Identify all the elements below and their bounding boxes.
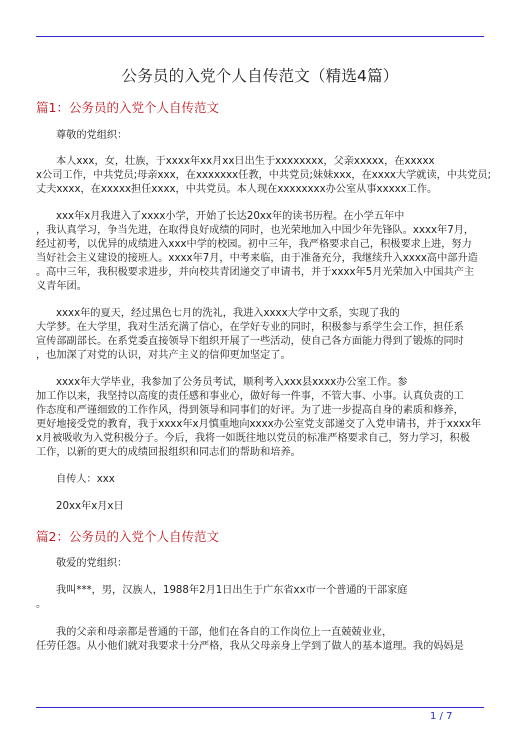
article1-p2-line: ，我认真学习，争当先进，在取得良好成绩的同时，也光荣地加入中国少年先锋队。xxxx年7月， [36, 225, 475, 236]
article1-p3-line: xxxx年的夏天，经过黑色七月的洗礼，我进入xxxx大学中文系，实现了我的 [56, 308, 400, 319]
footer-rule [36, 707, 484, 708]
page-number: 1 / 7 [430, 711, 453, 722]
article1-p1-line: x公司工作，中共党员;母亲xxx，在xxxxxxx任教，中共党员;妹妹xxx，在xxxx大学就读，中共党员; [36, 170, 492, 181]
article1-p1-line: 丈夫xxxx，在xxxxx担任xxxx，中共党员。本人现在xxxxxxxx办公室从事xxxxx工作。 [36, 184, 438, 195]
article1-p2-line: 经过初考，以优异的成绩进入xxx中学的校园。初中三年，我严格要求自己，积极要求上进，努力 [36, 239, 472, 250]
article1-p4-line: 作态度和严谨细致的工作作风，得到领导和同事们的好评。为了进一步提高自身的素质和修养， [36, 405, 464, 416]
article2-heading: 篇2：公务员的入党个人自传范文 [36, 529, 219, 544]
article1-p3-line: 大学梦。在大学里，我对生活充满了信心，在学好专业的同时，积极参与系学生会工作，担任系 [36, 322, 464, 333]
article1-p4-line: xxxx年大学毕业，我参加了公务员考试，顺利考入xxx县xxxx办公室工作。参 [56, 377, 408, 388]
article1-p3-line: 宣传部副部长。在系党委直接领导下组织开展了一些活动，使自己各方面能力得到了锻炼的同时 [36, 336, 464, 347]
article1-p4-line: 更好地接受党的教育，我于xxxx年x月慎重地向xxxx办公室党支部递交了入党申请书，并于xxxx年 [36, 419, 482, 430]
article1-p3-line: ，也加深了对党的认识，对共产主义的信仰更加坚定了。 [36, 350, 291, 361]
document-title: 公务员的入党个人自传范文（精选4篇） [121, 67, 399, 85]
article1-p2-line: 当好社会主义建设的接班人。xxxx年7月，中考来临，由于准备充分，我继续升入xxxx高中部升造 [36, 253, 478, 264]
header-rule [36, 36, 484, 37]
article1-p2-line: 义青年团。 [36, 281, 87, 292]
article1-p4-line: x月被吸收为入党积极分子。今后，我将一如既往地以党员的标准严格要求自己，努力学习，积极 [36, 433, 470, 444]
article2-p1-line: 。 [36, 599, 47, 610]
article1-p2-line: 。高中三年，我积极要求进步，并向校共青团递交了申请书，并于xxxx年5月光荣加入中国共产主 [36, 267, 475, 278]
article1-p4-line: 加工作以来，我坚持以高度的责任感和事业心，做好每一件事，不管大事、小事。认真负责的工 [36, 391, 464, 402]
article2-p2-line: 任劳任怨。从小他们就对我要求十分严格，我从父母亲身上学到了做人的基本道理。我的妈妈是 [36, 641, 464, 652]
article1-date: 20xx年x月x日 [56, 501, 124, 512]
article1-signer: 自传人：xxx [56, 474, 115, 485]
article1-p4-line: 工作，以新的更大的成绩回报组织和同志们的帮助和培养。 [36, 447, 301, 458]
article2-salutation: 敬爱的党组织： [56, 558, 128, 569]
article1-p1-line: 本人xxx，女，壮族，于xxxx年xx月xx日出生于xxxxxxxx，父亲xxxxx，在xxxxx [56, 156, 435, 167]
article1-salutation: 尊敬的党组织： [56, 130, 128, 141]
article1-heading: 篇1：公务员的入党个人自传范文 [36, 100, 219, 115]
article1-p2-line: xxx年x月我进入了xxxx小学，开始了长达20xx年的读书历程。在小学五年中 [56, 211, 405, 222]
article2-p1-line: 我叫***，男，汉族人，1988年2月1日出生于广东省xx市一个普通的干部家庭 [56, 585, 408, 596]
article2-p2-line: 我的父亲和母亲都是普通的干部，他们在各自的工作岗位上一直兢兢业业， [56, 627, 393, 638]
